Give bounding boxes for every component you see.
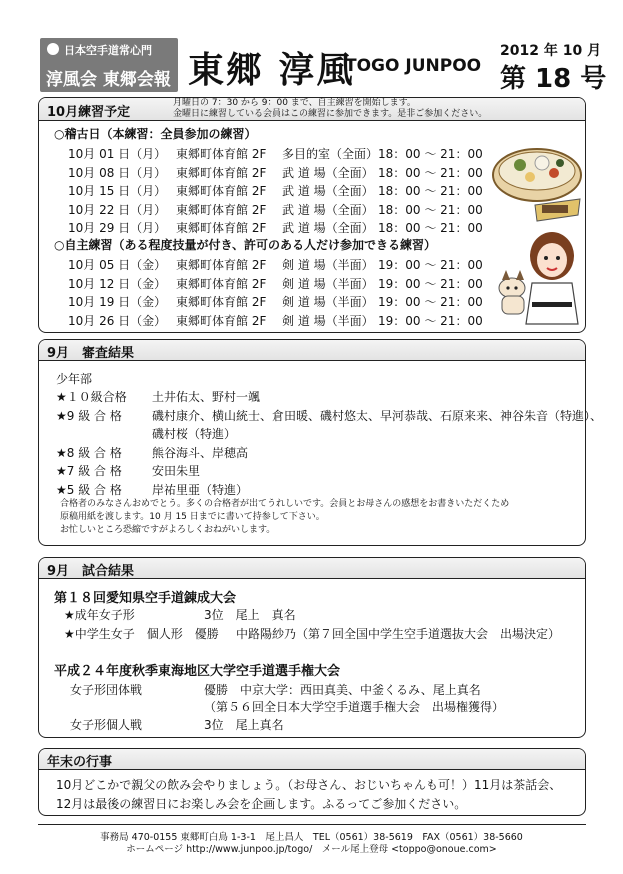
schedule-room: 多目的室（全面） [282, 147, 379, 161]
exam-header [39, 340, 585, 361]
exam-heading: 9月 審査結果 [47, 346, 135, 361]
schedule-date: 10月 12 日（金） [68, 276, 167, 291]
schedule-room: 剣 道 場（半面） [282, 295, 374, 309]
exam-names: 土井佑太、野村一颯 [152, 390, 261, 404]
exam-names: 熊谷海斗、岸穂高 [152, 445, 249, 460]
event2-line1-result: 優勝 中京大学：西田真美、中釜くるみ、尾上真名 [204, 683, 481, 697]
schedule-time: 19：00 ～ 21：00 [378, 295, 483, 309]
footer-contact: 事務局 470-0155 東郷町白鳥 1-3-1 尾上昌人 TEL（0561）38-5619 FAX（0561）38-5660 [100, 832, 523, 843]
schedule-date: 10月 08 日（月） [68, 165, 167, 180]
schedule-time: 18：00 ～ 21：00 [378, 221, 483, 235]
event1-title: 第１８回愛知県空手道錬成大会 [54, 591, 237, 606]
schedule-time: 19：00 ～ 21：00 [378, 313, 483, 328]
page-title: 東郷 淳風 [188, 50, 355, 91]
footer-web: ホームページ http://www.junpoo.jp/togo/ メール尾上登母 <toppo@onoue.com> [126, 844, 497, 855]
masthead [40, 38, 607, 94]
schedule-venue: 東郷町体育館 2F [176, 221, 267, 235]
exam-grade: ★9 級 合 格 [56, 408, 122, 423]
practice-notice-2: 金曜日に練習している会員はこの練習に参加できます。是非ご参加ください。 [173, 109, 488, 119]
schedule-venue: 東郷町体育館 2F [176, 184, 267, 198]
yearend-line-2: 12月は最後の練習日にお楽しみ会を企画します。ふるってご参加ください。 [56, 797, 467, 811]
footer-rule [38, 824, 586, 825]
schedule-venue: 東郷町体育館 2F [176, 147, 267, 161]
event2-line2-cat: 女子形個人戦 [70, 718, 143, 732]
schedule-date: 10月 19 日（金） [68, 295, 167, 309]
yearend-heading: 年末の行事 [47, 755, 113, 770]
exam-names: 安田朱里 [152, 464, 201, 478]
schedule-venue: 東郷町体育館 2F [176, 313, 267, 328]
schedule-date: 10月 01 日（月） [68, 147, 167, 161]
schedule-date: 10月 05 日（金） [68, 258, 167, 272]
schedule-venue: 東郷町体育館 2F [176, 276, 267, 291]
issue-number: 第 18 号 [500, 64, 607, 94]
event2-line1-note: （第５６回全日本大学空手道選手権大会 出場権獲得） [204, 700, 505, 714]
hotpot-illustration [490, 135, 585, 225]
schedule-room: 剣 道 場（半面） [282, 313, 374, 328]
schedule-room: 武 道 場（全面） [282, 184, 374, 198]
schedule-room: 剣 道 場（半面） [282, 276, 374, 291]
exam-grade: ★5 級 合 格 [56, 482, 122, 497]
event2-line2-result: 3位 尾上真名 [204, 718, 284, 732]
schedule-room: 剣 道 場（半面） [282, 258, 374, 272]
exam-note-3: お忙しいところ恐縮ですがよろしくおねがいします。 [60, 525, 276, 535]
page-title-en: TOGO JUNPOO [345, 56, 482, 76]
schedule-room: 武 道 場（全面） [282, 165, 374, 180]
schedule-time: 18：00 ～ 21：00 [378, 147, 483, 161]
org-name: 日本空手道常心門 [64, 44, 152, 57]
schedule-date: 10月 15 日（月） [68, 184, 167, 198]
event2-title: 平成２４年度秋季東海地区大学空手道選手権大会 [54, 664, 341, 679]
schedule-venue: 東郷町体育館 2F [176, 258, 267, 272]
exam-names: 岸祐里亜（特進） [152, 482, 249, 497]
event1-line1-cat: ★成年女子形 [64, 608, 135, 622]
emblem-icon [47, 43, 59, 55]
schedule-date: 10月 26 日（金） [68, 313, 167, 328]
exam-division: 少年部 [56, 372, 93, 386]
yearend-header [39, 749, 585, 770]
keiko-heading: ○稽古日（本練習：全員参加の練習） [54, 127, 257, 141]
schedule-time: 19：00 ～ 21：00 [378, 258, 483, 272]
schedule-venue: 東郷町体育館 2F [176, 202, 267, 217]
newsletter-name: 淳風会 東郷会報 [46, 70, 171, 90]
schedule-time: 18：00 ～ 21：00 [378, 165, 483, 180]
yearend-line-1: 10月どこかで親父の飲み会やりましょう。（お母さん、おじいちゃんも可！）11月は茶話会、 [56, 778, 562, 792]
schedule-date: 10月 22 日（月） [68, 202, 167, 217]
karate-girl-illustration [492, 228, 588, 328]
exam-grade: ★１０級合格 [56, 390, 127, 404]
jishu-heading: ○自主練習（ある程度技量が付き、許可のある人だけ参加できる練習） [54, 238, 436, 252]
issue-date: 2012 年 10 月 [500, 43, 602, 59]
schedule-time: 19：00 ～ 21：00 [378, 276, 483, 291]
exam-names: 磯村桜（特進） [152, 427, 237, 441]
exam-names: 磯村康介、横山統士、倉田暖、磯村悠太、早河恭哉、石原来来、神谷朱音（特進）、 [152, 408, 603, 423]
event2-line1-cat: 女子形団体戦 [70, 683, 143, 697]
schedule-time: 18：00 ～ 21：00 [378, 202, 483, 217]
match-heading: 9月 試合結果 [47, 564, 135, 579]
org-logo-box [40, 38, 178, 92]
schedule-room: 武 道 場（全面） [282, 202, 374, 217]
exam-note-1: 合格者のみなさんおめでとう。多くの合格者が出てうれしいです。会員とお母さんの感想をお書きいただくため [60, 499, 510, 509]
schedule-date: 10月 29 日（月） [68, 221, 167, 235]
schedule-time: 18：00 ～ 21：00 [378, 184, 483, 198]
practice-notice-1: 月曜日の 7：30 から 9：00 まで、自主練習を開始します。 [173, 98, 416, 108]
exam-grade: ★7 級 合 格 [56, 464, 122, 478]
schedule-venue: 東郷町体育館 2F [176, 295, 267, 309]
exam-note-2: 原稿用紙を渡します。10 月 15 日までに書いて持参して下さい。 [60, 512, 325, 522]
event1-line2-cat: ★中学生女子 個人形 優勝 [64, 627, 219, 641]
schedule-venue: 東郷町体育館 2F [176, 165, 267, 180]
practice-heading: 10月練習予定 [47, 105, 131, 120]
event1-line1-result: 3位 尾上 真名 [204, 608, 296, 622]
exam-grade: ★8 級 合 格 [56, 445, 122, 460]
match-header [39, 558, 585, 579]
practice-header [39, 98, 585, 121]
schedule-room: 武 道 場（全面） [282, 221, 374, 235]
event1-line2-result: 中路陽紗乃（第７回全国中学生空手道選抜大会 出場決定） [236, 627, 561, 641]
